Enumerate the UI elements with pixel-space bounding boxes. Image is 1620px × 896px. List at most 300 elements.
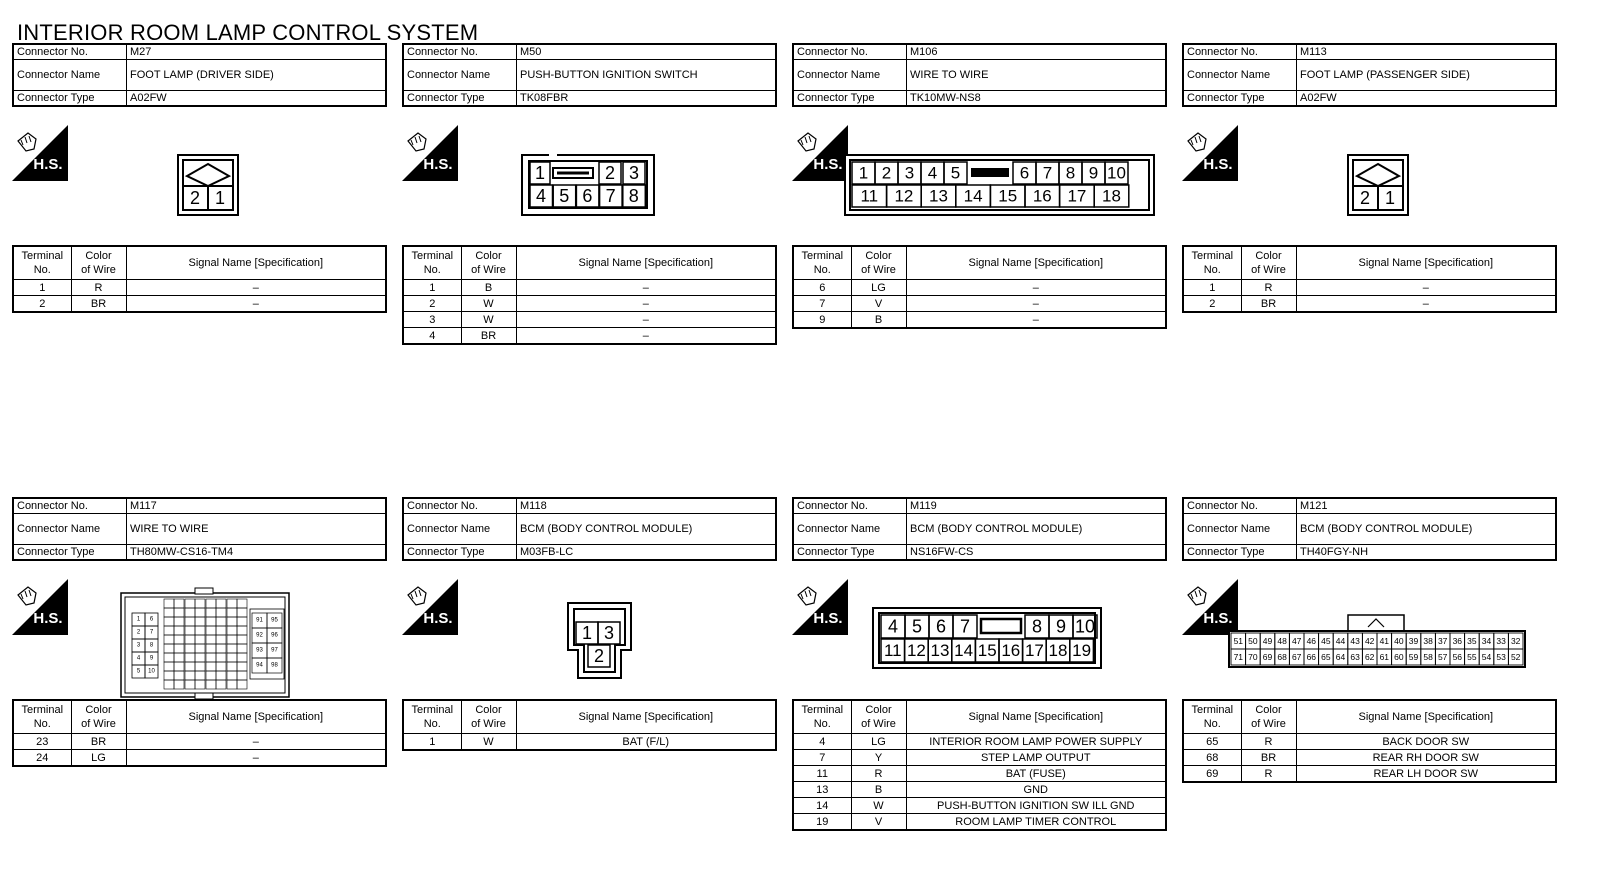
pin-label: 7: [149, 629, 154, 636]
terminal-no-header: Terminal No.: [13, 246, 71, 280]
harness-side-icon: [402, 579, 458, 635]
pin-label: 95: [271, 617, 278, 624]
table-row: [1183, 280, 1556, 296]
terminal-table: [402, 699, 777, 751]
table-row: [793, 312, 1166, 329]
wire-color: W: [461, 312, 516, 328]
terminal-table: [12, 699, 387, 767]
signal-name: BACK DOOR SW: [1296, 734, 1556, 750]
wire-color: B: [461, 280, 516, 296]
pin-label: 2: [136, 629, 141, 636]
pin-label: 2: [881, 163, 892, 183]
pin-label: 96: [271, 632, 278, 639]
pin-label: 1: [1384, 188, 1396, 208]
connector-name-label: Connector Name: [403, 514, 517, 545]
pin-label: 6: [582, 186, 593, 206]
connector-type-label: Connector Type: [403, 91, 517, 107]
pin-label: 13: [930, 641, 950, 660]
pin-label: 38: [1423, 636, 1433, 646]
terminal-no: 9: [793, 312, 851, 329]
terminal-no: 13: [793, 782, 851, 798]
pin-label: 5: [559, 186, 570, 206]
pin-label: 5: [136, 668, 141, 675]
terminal-no: 6: [793, 280, 851, 296]
pin-label: 69: [1262, 652, 1273, 662]
table-row: [793, 766, 1166, 782]
pin-label: 3: [904, 163, 915, 183]
connector-name-label: Connector Name: [403, 60, 517, 91]
wire-color: R: [1241, 734, 1296, 750]
connector-header-table: [12, 43, 387, 107]
pin-label: 32: [1510, 636, 1521, 646]
connector-name-value: BCM (BODY CONTROL MODULE): [907, 514, 1167, 545]
pin-label: 49: [1262, 636, 1273, 646]
pin-label: 15: [998, 186, 1018, 206]
connector-type-value: A02FW: [127, 91, 387, 107]
pin-label: 18: [1102, 186, 1121, 206]
connector-name-label: Connector Name: [1183, 514, 1297, 545]
harness-side-icon: [12, 125, 68, 181]
connector-name-label: Connector Name: [13, 60, 127, 91]
pin-label: 94: [256, 662, 263, 669]
pin-label: 9: [149, 655, 154, 662]
connector-panel-m50: [402, 43, 777, 342]
connector-type-label: Connector Type: [1183, 91, 1297, 107]
pin-label: 7: [605, 186, 616, 206]
connector-type-label: Connector Type: [793, 545, 907, 561]
table-row: [403, 280, 776, 296]
connector-type-value: A02FW: [1297, 91, 1557, 107]
pin-label: 57: [1437, 652, 1448, 662]
signal-name-header: Signal Name [Specification]: [516, 700, 776, 734]
connector-no-label: Connector No.: [1183, 44, 1297, 60]
connector-panel-m117: [12, 497, 387, 764]
terminal-no: 19: [793, 814, 851, 831]
pin-label: 53: [1496, 652, 1506, 662]
connector-name-label: Connector Name: [1183, 60, 1297, 91]
connector-header-table: [1182, 43, 1557, 107]
terminal-no-header: Terminal No.: [793, 246, 851, 280]
pin-label: 60: [1394, 652, 1404, 662]
pin-label: 47: [1291, 636, 1302, 646]
pin-label: 5: [911, 616, 923, 637]
color-header: Color of Wire: [461, 700, 516, 734]
pin-label: 8: [1065, 163, 1076, 183]
pin-label: 97: [271, 647, 278, 654]
connector-name-value: FOOT LAMP (PASSENGER SIDE): [1297, 60, 1557, 91]
connector-no-label: Connector No.: [1183, 498, 1297, 514]
pin-label: 2: [604, 163, 616, 183]
pin-label: 91: [256, 617, 263, 624]
connector-header-table: [1182, 497, 1557, 561]
pin-label: 98: [271, 662, 278, 669]
pin-label: 13: [929, 186, 948, 206]
connector-type-value: TH80MW-CS16-TM4: [127, 545, 387, 561]
connector-no-label: Connector No.: [403, 44, 517, 60]
connector-no-label: Connector No.: [403, 498, 517, 514]
pin-label: 39: [1408, 636, 1419, 646]
wire-color: R: [851, 766, 906, 782]
hs-label: H.S.: [813, 610, 843, 627]
pin-label: 17: [1024, 641, 1044, 660]
harness-side-icon: [12, 579, 68, 635]
table-row: [1183, 734, 1556, 750]
signal-name-header: Signal Name [Specification]: [516, 246, 776, 280]
wire-color: LG: [851, 734, 906, 750]
signal-name: –: [126, 296, 386, 313]
pin-label: 10: [1107, 163, 1126, 183]
pin-label: 1: [136, 616, 141, 623]
connector-name-label: Connector Name: [793, 514, 907, 545]
connector-name-label: Connector Name: [793, 60, 907, 91]
pin-label: 4: [887, 616, 899, 637]
connector-no-value: M118: [517, 498, 777, 514]
wire-color: W: [461, 296, 516, 312]
pin-label: 3: [628, 163, 640, 183]
pin-label: 61: [1379, 652, 1390, 662]
pin-label: 11: [860, 186, 879, 206]
table-row: [13, 750, 386, 767]
wire-color: LG: [71, 750, 126, 767]
pin-label: 8: [149, 642, 154, 649]
pin-label: 41: [1379, 636, 1390, 646]
terminal-no: 4: [793, 734, 851, 750]
wire-color: W: [461, 734, 516, 751]
table-row: [793, 798, 1166, 814]
connector-type-value: NS16FW-CS: [907, 545, 1167, 561]
pin-label: 19: [1072, 641, 1092, 660]
connector-name-value: WIRE TO WIRE: [907, 60, 1167, 91]
wire-color: R: [71, 280, 126, 296]
pin-label: 65: [1321, 652, 1331, 662]
terminal-no: 69: [1183, 766, 1241, 783]
terminal-no: 11: [793, 766, 851, 782]
wire-color: Y: [851, 750, 906, 766]
terminal-no-header: Terminal No.: [403, 246, 461, 280]
signal-name-header: Signal Name [Specification]: [906, 246, 1166, 280]
pin-label: 45: [1321, 636, 1331, 646]
pin-label: 3: [603, 623, 615, 643]
connector-panel-m113: [1182, 43, 1557, 310]
connector-name-value: FOOT LAMP (DRIVER SIDE): [127, 60, 387, 91]
terminal-no: 14: [793, 798, 851, 814]
harness-side-icon: [402, 125, 458, 181]
connector-header-table: [402, 43, 777, 107]
wire-color: BR: [461, 328, 516, 345]
table-row: [13, 296, 386, 313]
terminal-no: 1: [403, 734, 461, 751]
pin-label: 3: [136, 642, 141, 649]
hs-label: H.S.: [33, 610, 63, 627]
signal-name: –: [516, 280, 776, 296]
pin-label: 93: [256, 647, 263, 654]
terminal-no: 7: [793, 750, 851, 766]
signal-name: –: [906, 312, 1166, 329]
connector-no-label: Connector No.: [13, 498, 127, 514]
terminal-no-header: Terminal No.: [1183, 700, 1241, 734]
connector-type-value: TK10MW-NS8: [907, 91, 1167, 107]
signal-name: REAR RH DOOR SW: [1296, 750, 1556, 766]
table-row: [793, 280, 1166, 296]
pin-label: 70: [1248, 652, 1258, 662]
connector-no-value: M27: [127, 44, 387, 60]
pin-label: 6: [149, 616, 154, 623]
table-row: [403, 312, 776, 328]
terminal-no: 2: [403, 296, 461, 312]
connector-no-value: M50: [517, 44, 777, 60]
connector-no-label: Connector No.: [13, 44, 127, 60]
signal-name: –: [126, 750, 386, 767]
connector-panel-m106: [792, 43, 1167, 326]
connector-face-diagram: [177, 154, 241, 218]
connector-type-value: TK08FBR: [517, 91, 777, 107]
table-row: [1183, 766, 1556, 783]
pin-label: 2: [593, 646, 605, 666]
pin-label: 6: [1019, 163, 1030, 183]
pin-label: 46: [1306, 636, 1317, 646]
harness-side-icon: [792, 579, 848, 635]
pin-label: 15: [977, 641, 997, 660]
signal-name: –: [1296, 280, 1556, 296]
pin-label: 11: [883, 641, 902, 660]
pin-label: 58: [1423, 652, 1433, 662]
hs-label: H.S.: [33, 156, 63, 173]
connector-name-value: BCM (BODY CONTROL MODULE): [517, 514, 777, 545]
connector-face-diagram: [1228, 611, 1528, 671]
hs-label: H.S.: [423, 156, 453, 173]
terminal-no: 1: [1183, 280, 1241, 296]
connector-no-value: M113: [1297, 44, 1557, 60]
table-row: [793, 750, 1166, 766]
table-row: [1183, 296, 1556, 313]
pin-label: 50: [1248, 636, 1258, 646]
connector-type-label: Connector Type: [13, 545, 127, 561]
connector-no-value: M119: [907, 498, 1167, 514]
harness-side-icon: [1182, 125, 1238, 181]
pin-label: 12: [906, 641, 926, 660]
signal-name: STEP LAMP OUTPUT: [906, 750, 1166, 766]
signal-name: ROOM LAMP TIMER CONTROL: [906, 814, 1166, 831]
table-row: [403, 734, 776, 751]
hs-label: H.S.: [1203, 610, 1233, 627]
color-header: Color of Wire: [71, 700, 126, 734]
pin-label: 10: [1074, 616, 1096, 637]
pin-label: 8: [1031, 616, 1043, 637]
wire-color: R: [1241, 766, 1296, 783]
connector-no-value: M117: [127, 498, 387, 514]
connector-type-label: Connector Type: [13, 91, 127, 107]
pin-label: 9: [1088, 163, 1099, 183]
table-row: [793, 734, 1166, 750]
connector-header-table: [402, 497, 777, 561]
connector-header-table: [12, 497, 387, 561]
terminal-no: 4: [403, 328, 461, 345]
hs-label: H.S.: [813, 156, 843, 173]
hs-label: H.S.: [423, 610, 453, 627]
signal-name: INTERIOR ROOM LAMP POWER SUPPLY: [906, 734, 1166, 750]
connector-type-label: Connector Type: [403, 545, 517, 561]
pin-label: 16: [1001, 641, 1021, 660]
signal-name: –: [516, 296, 776, 312]
pin-label: 17: [1067, 186, 1087, 206]
signal-name: PUSH-BUTTON IGNITION SW ILL GND: [906, 798, 1166, 814]
pin-label: 14: [963, 186, 983, 206]
terminal-no: 1: [403, 280, 461, 296]
terminal-no-header: Terminal No.: [403, 700, 461, 734]
terminal-no-header: Terminal No.: [1183, 246, 1241, 280]
signal-name-header: Signal Name [Specification]: [906, 700, 1166, 734]
pin-label: 5: [950, 163, 961, 183]
pin-label: 9: [1055, 616, 1067, 637]
connector-face-diagram: [120, 587, 292, 700]
connector-name-value: BCM (BODY CONTROL MODULE): [1297, 514, 1557, 545]
pin-label: 1: [534, 163, 546, 183]
connector-header-table: [792, 497, 1167, 561]
page-title: INTERIOR ROOM LAMP CONTROL SYSTEM: [17, 20, 479, 45]
signal-name: BAT (F/L): [516, 734, 776, 751]
pin-label: 7: [1042, 163, 1053, 183]
color-header: Color of Wire: [851, 700, 906, 734]
color-header: Color of Wire: [461, 246, 516, 280]
pin-label: 18: [1048, 641, 1068, 660]
wire-color: B: [851, 312, 906, 329]
pin-label: 42: [1364, 636, 1375, 646]
table-row: [403, 328, 776, 345]
pin-label: 67: [1291, 652, 1302, 662]
signal-name: –: [126, 734, 386, 750]
pin-label: 33: [1496, 636, 1506, 646]
connector-type-value: M03FB-LC: [517, 545, 777, 561]
connector-face-diagram: [521, 154, 657, 218]
connector-type-value: TH40FGY-NH: [1297, 545, 1557, 561]
terminal-no: 23: [13, 734, 71, 750]
table-row: [1183, 750, 1556, 766]
signal-name-header: Signal Name [Specification]: [126, 700, 386, 734]
signal-name: –: [516, 328, 776, 345]
terminal-no-header: Terminal No.: [13, 700, 71, 734]
connector-panel-m118: [402, 497, 777, 748]
pin-label: 48: [1277, 636, 1287, 646]
terminal-no: 65: [1183, 734, 1241, 750]
pin-label: 43: [1350, 636, 1360, 646]
connector-panel-m27: [12, 43, 387, 310]
connector-face-diagram: [872, 607, 1104, 671]
pin-label: 7: [959, 616, 971, 637]
connector-name-value: PUSH-BUTTON IGNITION SWITCH: [517, 60, 777, 91]
terminal-no: 68: [1183, 750, 1241, 766]
connector-no-label: Connector No.: [793, 44, 907, 60]
table-row: [793, 296, 1166, 312]
terminal-table: [1182, 245, 1557, 313]
pin-label: 44: [1335, 636, 1346, 646]
terminal-table: [1182, 699, 1557, 783]
terminal-no: 7: [793, 296, 851, 312]
pin-label: 54: [1481, 652, 1492, 662]
signal-name: –: [906, 296, 1166, 312]
signal-name: –: [1296, 296, 1556, 313]
table-row: [793, 814, 1166, 831]
signal-name-header: Signal Name [Specification]: [126, 246, 386, 280]
connector-no-value: M106: [907, 44, 1167, 60]
pin-label: 1: [214, 188, 226, 208]
connector-name-value: WIRE TO WIRE: [127, 514, 387, 545]
pin-label: 1: [858, 163, 869, 183]
color-header: Color of Wire: [851, 246, 906, 280]
pin-label: 12: [894, 186, 914, 206]
wire-color: B: [851, 782, 906, 798]
terminal-no: 24: [13, 750, 71, 767]
table-row: [13, 280, 386, 296]
pin-label: 68: [1277, 652, 1287, 662]
pin-label: 1: [581, 623, 593, 643]
color-header: Color of Wire: [71, 246, 126, 280]
signal-name: GND: [906, 782, 1166, 798]
color-header: Color of Wire: [1241, 700, 1296, 734]
wire-color: BR: [71, 296, 126, 313]
terminal-table: [12, 245, 387, 313]
connector-face-diagram: [844, 154, 1157, 218]
signal-name: BAT (FUSE): [906, 766, 1166, 782]
hs-label: H.S.: [1203, 156, 1233, 173]
table-row: [13, 734, 386, 750]
terminal-no: 1: [13, 280, 71, 296]
connector-name-label: Connector Name: [13, 514, 127, 545]
table-row: [793, 782, 1166, 798]
pin-label: 66: [1306, 652, 1317, 662]
pin-label: 34: [1481, 636, 1492, 646]
terminal-table: [402, 245, 777, 345]
connector-no-value: M121: [1297, 498, 1557, 514]
pin-label: 55: [1467, 652, 1477, 662]
pin-label: 2: [1359, 188, 1371, 208]
terminal-no-header: Terminal No.: [793, 700, 851, 734]
pin-label: 16: [1032, 186, 1052, 206]
signal-name: –: [906, 280, 1166, 296]
table-row: [403, 296, 776, 312]
pin-label: 51: [1233, 636, 1244, 646]
wire-color: BR: [71, 734, 126, 750]
wire-color: BR: [1241, 296, 1296, 313]
pin-label: 2: [189, 188, 201, 208]
connector-panel-m121: [1182, 497, 1557, 780]
pin-label: 35: [1467, 636, 1477, 646]
connector-face-diagram: [567, 602, 633, 680]
pin-label: 4: [535, 186, 547, 206]
wire-color: V: [851, 296, 906, 312]
pin-label: 64: [1335, 652, 1346, 662]
signal-name-header: Signal Name [Specification]: [1296, 246, 1556, 280]
connector-type-label: Connector Type: [1183, 545, 1297, 561]
pin-label: 56: [1452, 652, 1463, 662]
wire-color: W: [851, 798, 906, 814]
wire-color: V: [851, 814, 906, 831]
pin-label: 4: [927, 163, 938, 183]
wire-color: BR: [1241, 750, 1296, 766]
color-header: Color of Wire: [1241, 246, 1296, 280]
wire-color: R: [1241, 280, 1296, 296]
terminal-table: [792, 245, 1167, 329]
pin-label: 59: [1408, 652, 1419, 662]
pin-label: 71: [1233, 652, 1244, 662]
pin-label: 36: [1452, 636, 1463, 646]
signal-name: –: [126, 280, 386, 296]
terminal-no: 2: [1183, 296, 1241, 313]
pin-label: 10: [148, 668, 155, 675]
connector-panel-m119: [792, 497, 1167, 828]
pin-label: 52: [1510, 652, 1521, 662]
terminal-no: 3: [403, 312, 461, 328]
pin-label: 6: [935, 616, 947, 637]
